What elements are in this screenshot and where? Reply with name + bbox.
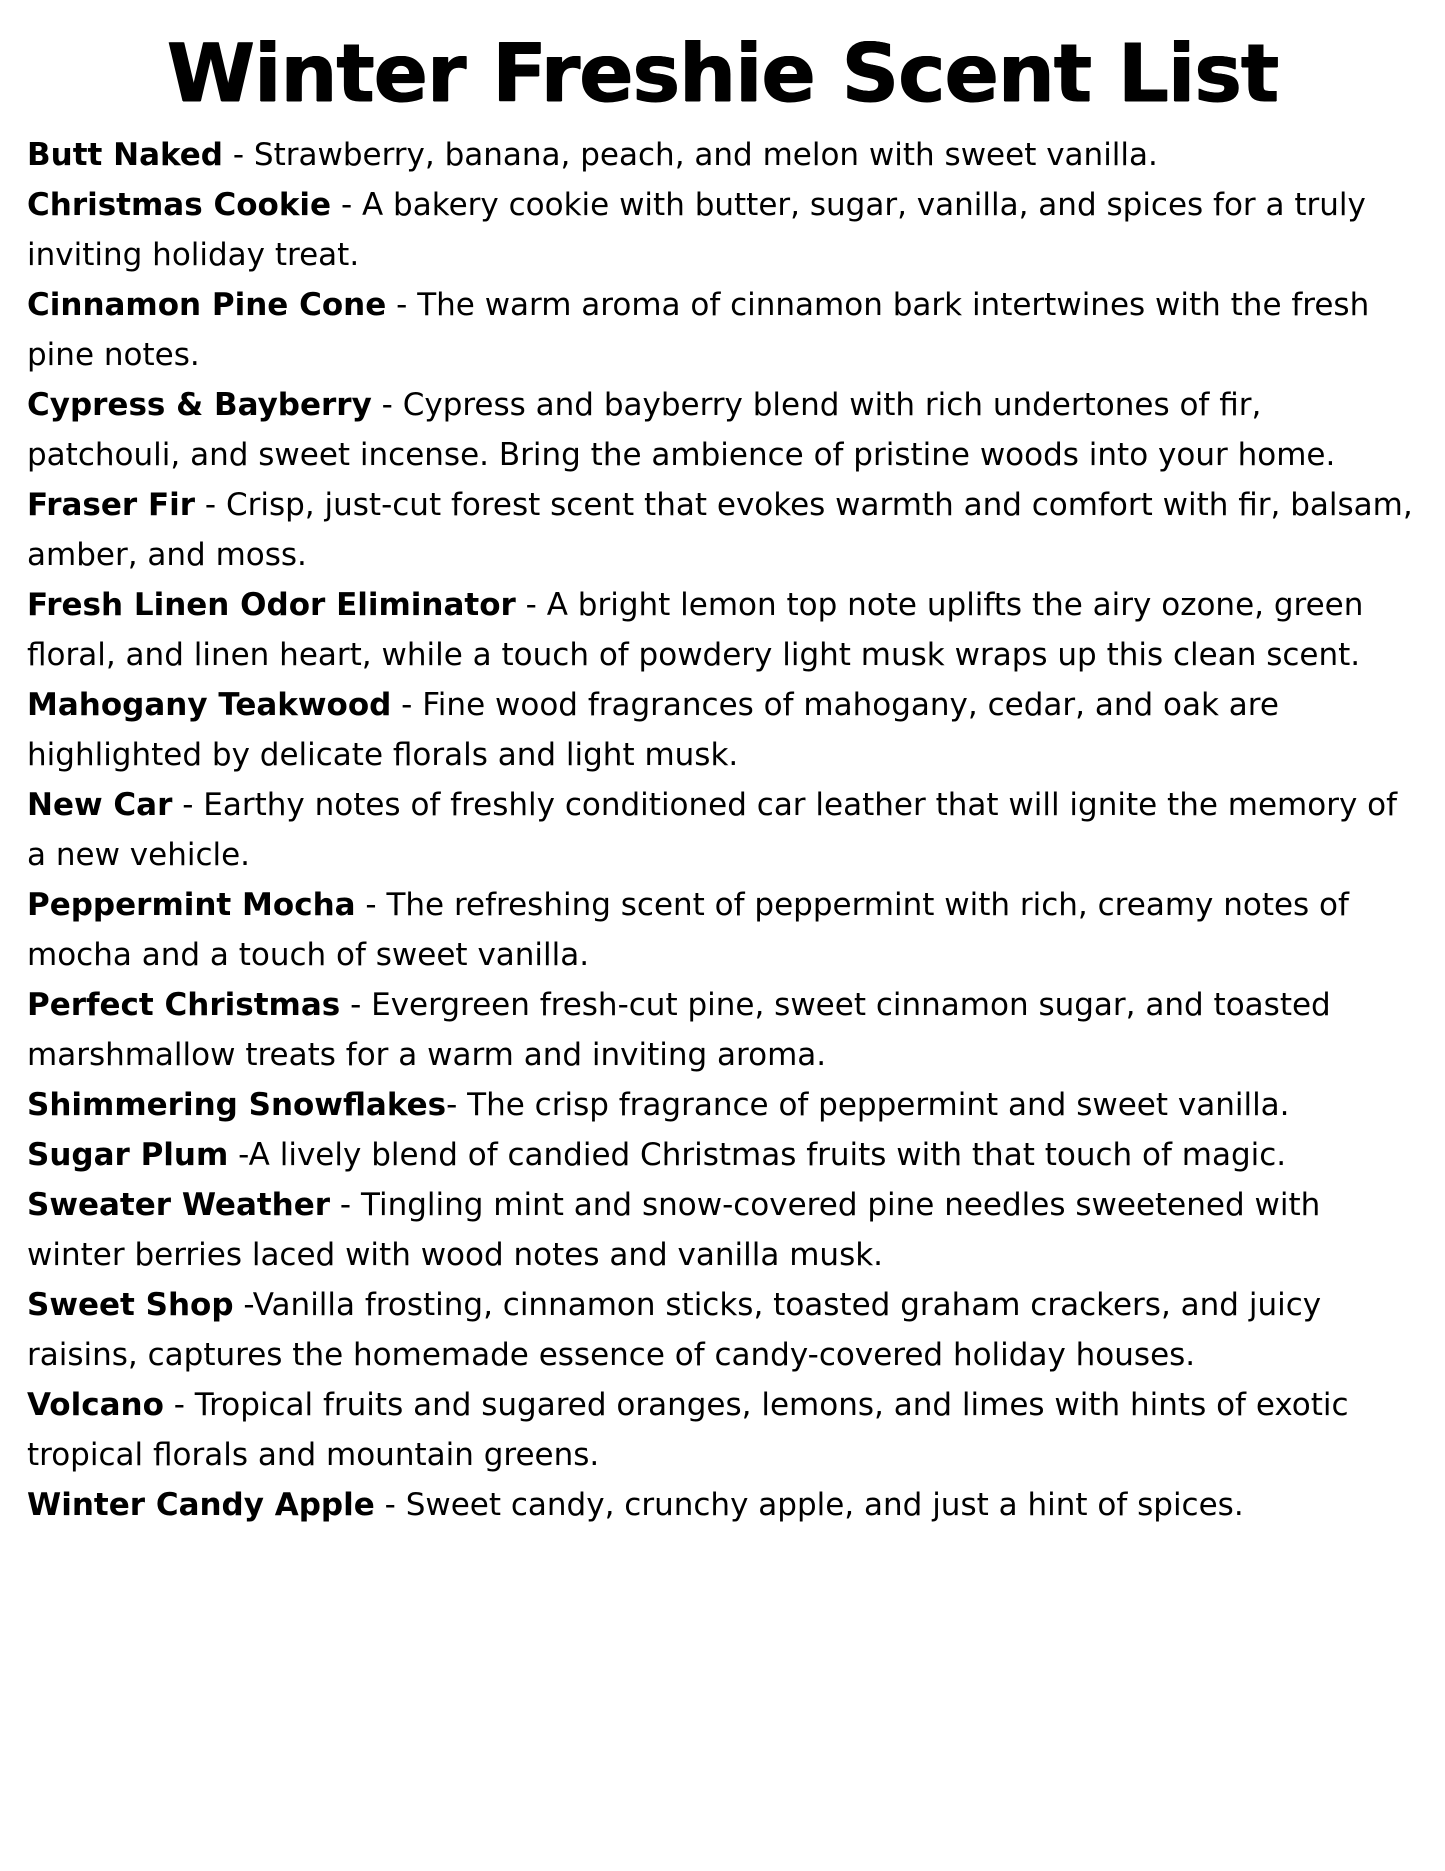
scent-entry <box>27 1080 1418 1130</box>
scent-entry <box>27 1280 1418 1380</box>
scent-entry <box>27 180 1418 280</box>
scent-entry <box>27 130 1418 180</box>
scent-name: Shimmering Snowflakes <box>27 1087 447 1123</box>
scent-description: The warm aroma of cinnamon bark intertwines with the fresh pine notes. <box>27 287 1370 373</box>
scent-description: Sweet candy, crunchy apple, and just a hint of spices. <box>405 1487 1244 1523</box>
scent-entry <box>27 280 1418 380</box>
scent-entry <box>27 1480 1418 1530</box>
scent-description: A bakery cookie with butter, sugar, vanilla, and spices for a truly inviting holiday treat. <box>27 187 1366 273</box>
scent-separator: - <box>331 187 362 223</box>
scent-separator: - <box>355 887 387 923</box>
scent-description: Tropical fruits and sugared oranges, lemons, and limes with hints of exotic tropical florals and mountain greens. <box>27 1387 1349 1473</box>
scent-description: Cypress and bayberry blend with rich undertones of fir, patchouli, and sweet incense. Bring the ambience of pristine woods into your home. <box>27 387 1336 473</box>
scent-entry <box>27 680 1418 780</box>
scent-description: The crisp fragrance of peppermint and sweet vanilla. <box>467 1087 1290 1123</box>
scent-name: Perfect Christmas <box>27 987 341 1023</box>
scent-entry <box>27 880 1418 980</box>
scent-separator: - <box>195 487 226 523</box>
scent-separator: - <box>386 287 418 323</box>
scent-list <box>27 130 1418 1530</box>
scent-separator: - <box>233 1287 253 1323</box>
scent-entry <box>27 1180 1418 1280</box>
scent-separator: - <box>446 1087 468 1123</box>
scent-separator: - <box>172 787 204 823</box>
scent-description: Vanilla frosting, cinnamon sticks, toasted graham crackers, and juicy raisins, captures the homemade essence of candy-covered holiday houses. <box>27 1287 1322 1373</box>
scent-description: A bright lemon top note uplifts the airy ozone, green floral, and linen heart, while a touch of powdery light musk wraps up this clean scent. <box>27 587 1364 673</box>
scent-description: Evergreen fresh-cut pine, sweet cinnamon sugar, and toasted marshmallow treats for a warm and inviting aroma. <box>27 987 1331 1073</box>
scent-separator: - <box>330 1187 361 1223</box>
scent-separator: - <box>515 587 547 623</box>
scent-description: Crisp, just-cut forest scent that evokes warmth and comfort with fir, balsam, amber, and moss. <box>27 487 1413 573</box>
scent-entry <box>27 1380 1418 1480</box>
scent-separator: - <box>391 687 423 723</box>
scent-name: Volcano <box>27 1387 164 1423</box>
scent-separator: - <box>340 987 372 1023</box>
scent-name: Fraser Fir <box>27 487 196 523</box>
scent-name: New Car <box>27 787 173 823</box>
scent-description: Strawberry, banana, peach, and melon with sweet vanilla. <box>253 137 1158 173</box>
scent-description: The refreshing scent of peppermint with rich, creamy notes of mocha and a touch of sweet vanilla. <box>27 887 1349 973</box>
scent-name: Butt Naked <box>27 137 223 173</box>
scent-name: Sugar Plum <box>27 1137 229 1173</box>
scent-separator: - <box>228 1137 249 1173</box>
scent-name: Sweater Weather <box>27 1187 331 1223</box>
scent-entry <box>27 980 1418 1080</box>
scent-entry <box>27 1130 1418 1180</box>
scent-name: Mahogany Teakwood <box>27 687 392 723</box>
scent-name: Sweet Shop <box>27 1287 234 1323</box>
scent-name: Fresh Linen Odor Eliminator <box>27 587 516 623</box>
scent-separator: - <box>223 137 254 173</box>
scent-name: Cypress & Bayberry <box>27 387 372 423</box>
scent-entry <box>27 580 1418 680</box>
scent-name: Peppermint Mocha <box>27 887 356 923</box>
scent-entry <box>27 380 1418 480</box>
scent-separator: - <box>371 387 403 423</box>
scent-description: Earthy notes of freshly conditioned car leather that will ignite the memory of a new vehicle. <box>27 787 1398 873</box>
scent-description: Tingling mint and snow-covered pine needles sweetened with winter berries laced with wood notes and vanilla musk. <box>27 1187 1321 1273</box>
scent-description: Fine wood fragrances of mahogany, cedar, and oak are highlighted by delicate florals and light musk. <box>27 687 1279 773</box>
scent-name: Cinnamon Pine Cone <box>27 287 387 323</box>
scent-separator: - <box>374 1487 406 1523</box>
scent-name: Christmas Cookie <box>27 187 332 223</box>
scent-separator: - <box>163 1387 195 1423</box>
scent-name: Winter Candy Apple <box>27 1487 375 1523</box>
scent-entry <box>27 480 1418 580</box>
scent-entry <box>27 780 1418 880</box>
scent-description: A lively blend of candied Christmas fruits with that touch of magic. <box>248 1137 1287 1173</box>
page-title: Winter Freshie Scent List <box>166 27 1279 120</box>
